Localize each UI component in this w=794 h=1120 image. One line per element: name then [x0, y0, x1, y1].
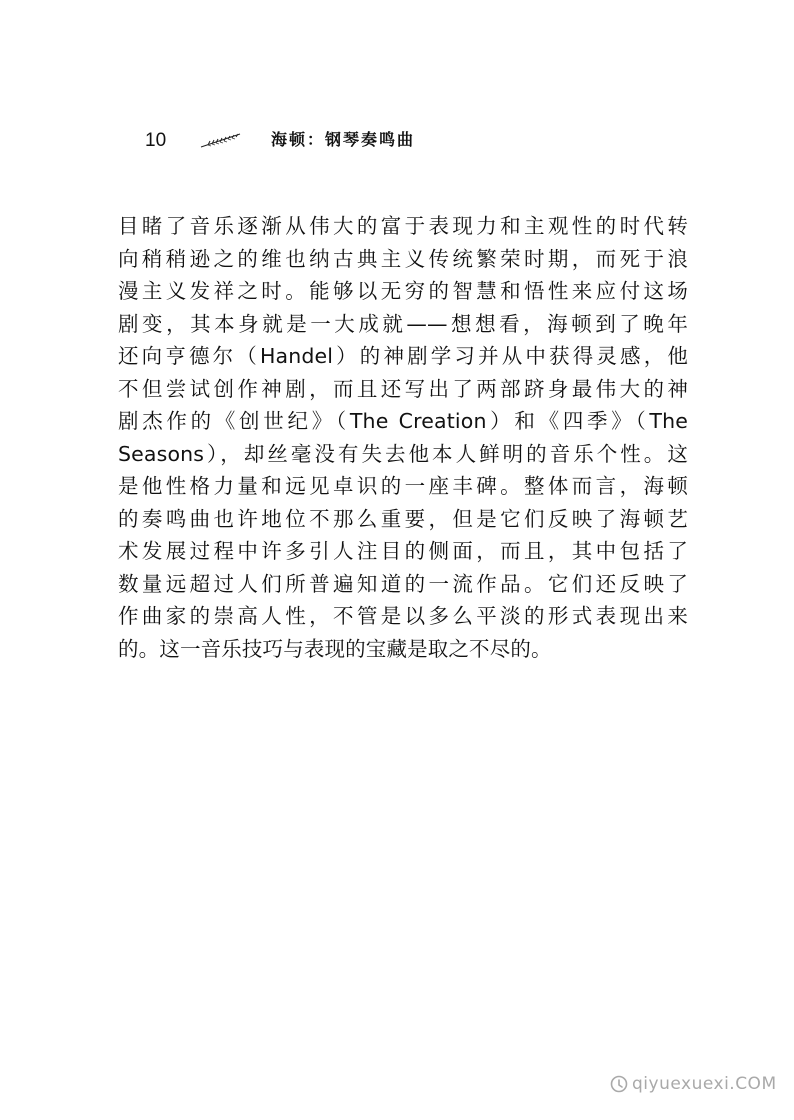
text-line: 目睹了音乐逐渐从伟大的富于表现力和主观性的时代转: [118, 214, 688, 238]
text-line: 术发展过程中许多引人注目的侧面，而且，其中包括了: [118, 539, 688, 563]
text-line: 向稍稍逊之的维也纳古典主义传统繁荣时期，而死于浪: [118, 246, 688, 271]
feather-ornament-icon: [200, 132, 244, 148]
book-title: 海顿：钢琴奏鸣曲: [271, 130, 416, 149]
text-line: 不但尝试创作神剧，而且还写出了两部跻身最伟大的神: [118, 376, 688, 401]
text-line: 数量远超过人们所普遍知道的一流作品。它们还反映了: [118, 571, 688, 596]
text-line: 剧杰作的《创世纪》（The Creation）和《四季》（The: [118, 409, 688, 433]
page-header: [145, 128, 465, 158]
text-line: Seasons），却丝毫没有失去他本人鲜明的音乐个性。这: [118, 441, 688, 466]
text-line: 的奏鸣曲也许地位不那么重要，但是它们反映了海顿艺: [118, 506, 688, 531]
text-line: 是他性格力量和远见卓识的一座丰碑。整体而言，海顿: [118, 474, 688, 498]
text-line: 还向亨德尔（Handel）的神剧学习并从中获得灵感，他: [118, 344, 688, 368]
text-line: 作曲家的崇高人性，不管是以多么平淡的形式表现出来: [118, 604, 688, 628]
watermark: [610, 1074, 777, 1094]
logo-icon: [610, 1075, 628, 1093]
page-number: 10: [145, 130, 167, 151]
watermark-text: qiyuexuexi.COM: [632, 1074, 777, 1094]
body-paragraph: [118, 210, 688, 665]
text-line: 漫主义发祥之时。能够以无穷的智慧和悟性来应付这场: [118, 279, 688, 303]
text-line: 剧变，其本身就是一大成就——想想看，海顿到了晚年: [118, 311, 688, 336]
text-line: 的。这一音乐技巧与表现的宝藏是取之不尽的。: [118, 636, 552, 661]
